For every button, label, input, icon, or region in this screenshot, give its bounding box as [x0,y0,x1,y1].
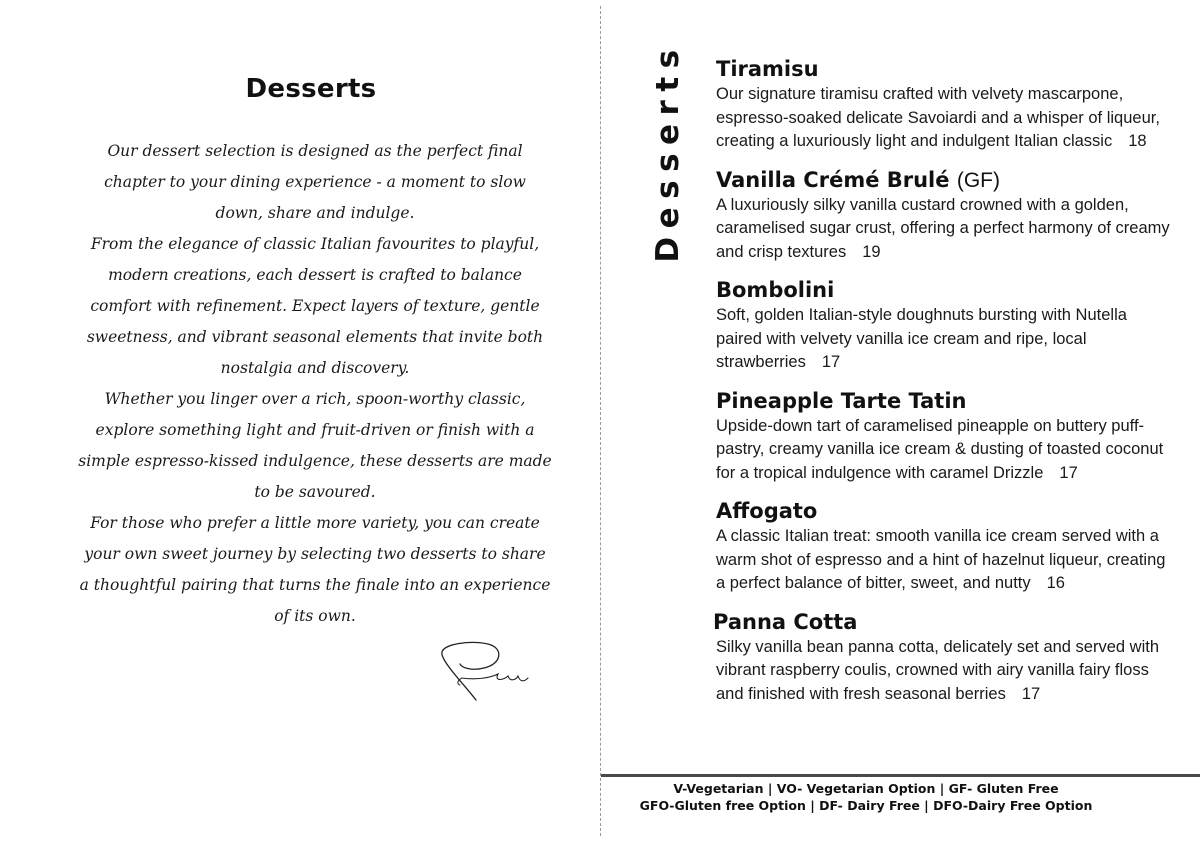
item-name-text: Tiramisu [716,57,819,81]
menu-item-bombolini [716,277,1176,375]
item-name-text: Panna Cotta [713,609,858,634]
item-description [716,83,1176,154]
item-price: 16 [1046,574,1065,592]
signature-icon [432,638,532,702]
item-description-text: Silky vanilla bean panna cotta, delicately set and served with vibrant raspberry coulis, crowned with airy vanilla fairy floss and finished with fresh seasonal berries [716,637,1160,703]
item-description [716,415,1176,486]
item-description-text: Upside-down tart of caramelised pineapple on buttery puff-pastry, creamy vanilla ice cream & dusting of toasted coconut for a tropical indulgence with caramel Drizzle [716,416,1164,482]
item-price: 17 [1021,684,1041,703]
item-name [716,56,1176,83]
menu-item-affogato [716,498,1176,596]
item-description [716,304,1176,375]
side-section-title: Desserts [650,41,686,263]
intro-text [78,136,552,632]
item-description [716,636,1176,707]
item-name-text: Vanilla Crémé Brulé [716,167,950,192]
item-name [716,498,1176,525]
item-description-text: Our signature tiramisu crafted with velvety mascarpone, espresso-soaked delicate Savoiardi and a whisper of liqueur, creating a luxuriously light and indulgent Italian classic [716,85,1160,150]
menu-item-tiramisu [716,56,1176,154]
left-page-title: Desserts [245,74,377,104]
item-price: 17 [821,353,841,371]
intro-paragraph: Our dessert selection is designed as the perfect final chapter to your dining experience - a moment to slow down, share and indulge. [104,142,526,222]
item-description [716,525,1176,596]
dietary-legend [601,780,1131,814]
page-fold-divider [600,6,601,836]
item-description-text: A classic Italian treat: smooth vanilla ice cream served with a warm shot of espresso and a hint of hazelnut liqueur, creating a perfect balance of bitter, sweet, and nutty [716,527,1166,592]
item-price: 19 [862,242,881,261]
item-name [713,609,1176,636]
item-name-text: Affogato [716,499,818,523]
item-description-text: Soft, golden Italian-style doughnuts bursting with Nutella paired with velvety vanilla ice cream and ripe, local strawberries [716,306,1127,371]
menu-item-pineapple-tarte-tatin [716,388,1176,486]
item-description-text: A luxuriously silky vanilla custard crowned with a golden, caramelised sugar crust, offering a perfect harmony of creamy and crisp textures [716,195,1170,261]
intro-paragraph: For those who prefer a little more variety, you can create your own sweet journey by selecting two desserts to share a thoughtful pairing that turns the finale into an experience of its own. [79,514,551,625]
intro-paragraph: Whether you linger over a rich, spoon-worthy classic, explore something light and fruit-driven or finish with a simple espresso-kissed indulgence, these desserts are made to be savoured. [78,390,552,501]
item-name [716,277,1176,304]
menu-item-panna-cotta [713,609,1176,707]
footer-divider [601,774,1200,777]
item-dietary-tag: (GF) [956,168,1000,192]
dessert-menu [713,56,1176,719]
item-name [716,167,1176,194]
item-price: 18 [1128,132,1147,150]
item-description [716,194,1176,265]
item-name [716,388,1176,415]
item-name-text: Bombolini [716,278,835,302]
menu-item-creme-brule [716,167,1176,265]
legend-line: V-Vegetarian | VO- Vegetarian Option | GF- Gluten Free [673,781,1059,796]
intro-paragraph: From the elegance of classic Italian favourites to playful, modern creations, each dessert is crafted to balance comfort with refinement. Expect layers of texture, gentle sweetness, and vibrant seasonal elements that invite both nostalgia and discovery. [86,235,544,377]
item-price: 17 [1059,463,1078,482]
item-name-text: Pineapple Tarte Tatin [716,388,967,413]
legend-line: GFO-Gluten free Option | DF- Dairy Free | DFO-Dairy Free Option [639,798,1093,813]
